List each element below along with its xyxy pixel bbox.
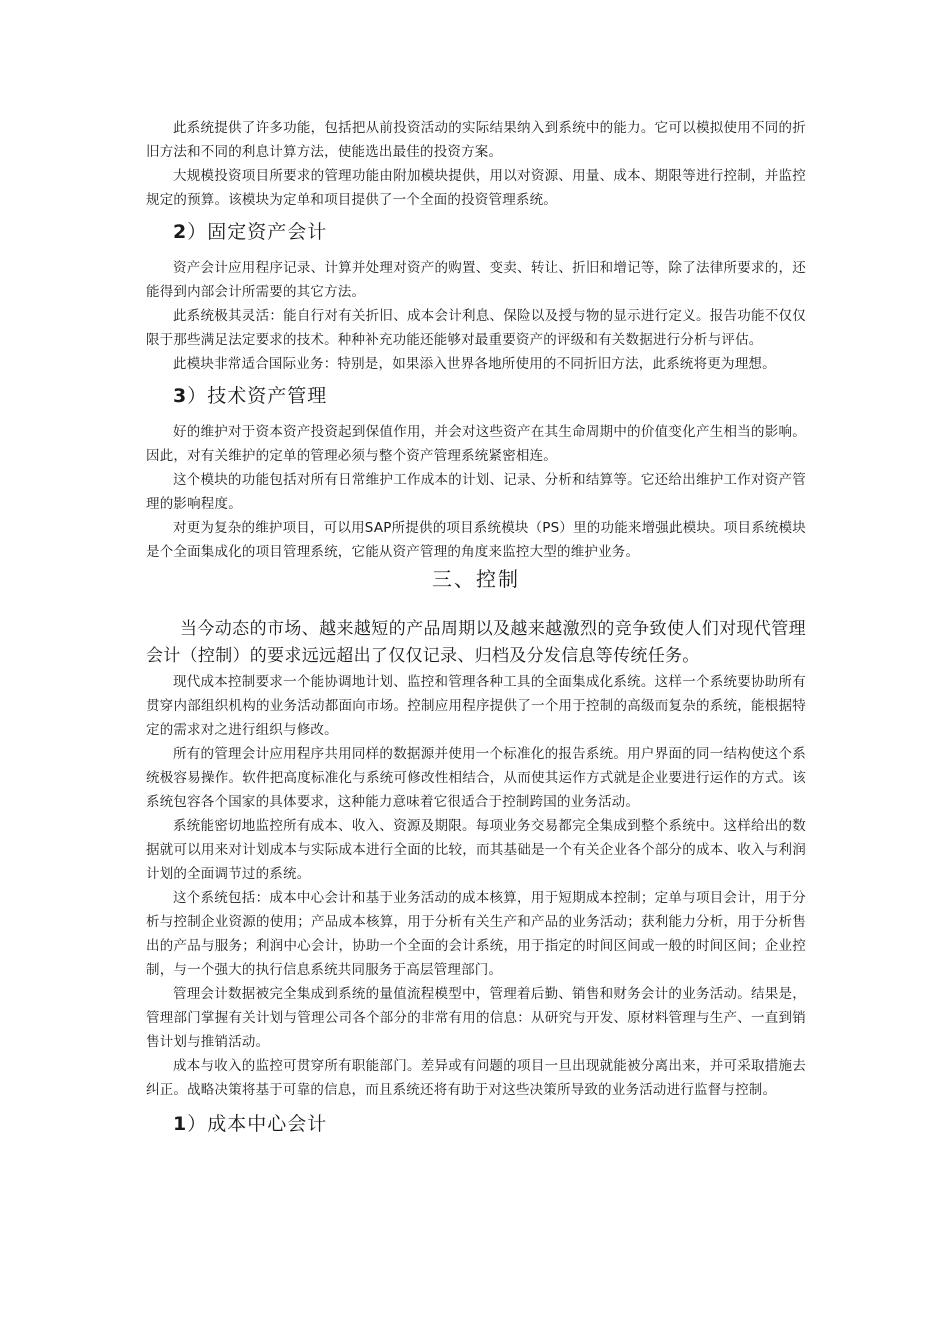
paragraph-control-3: 系统能密切地监控所有成本、收入、资源及期限。每项业务交易都完全集成到整个系统中。这样给出的数据就可以用来对计划成本与实际成本进行全面的比较，而其基础是一个有关企业各个部分的成本、收入与利润计划的全面调节过的系统。 [146, 818, 806, 882]
heading-fixed-assets [146, 218, 806, 246]
heading-cost-center [146, 1110, 806, 1138]
paragraph-control-2: 所有的管理会计应用程序共用同样的数据源并使用一个标准化的报告系统。用户界面的同一结构使这个系统极容易操作。软件把高度标准化与系统可修改性相结合，从而使其运作方式就是企业要进行运作的方式。该系统包容各个国家的具体要求，这种能力意味着它很适合于控制跨国的业务活动。 [146, 746, 806, 810]
paragraph-control-6: 成本与收入的监控可贯穿所有职能部门。差异或有问题的项目一旦出现就能被分离出来，并可采取措施去纠正。战略决策将基于可靠的信息，而且系统还将有助于对这些决策所导致的业务活动进行监督与控制。 [146, 1058, 806, 1098]
paragraph-control-intro: 当今动态的市场、越来越短的产品周期以及越来越激烈的竞争致使人们对现代管理会计（控制）的要求远远超出了仅仅记录、归档及分发信息等传统任务。 [146, 619, 806, 666]
paragraph-invest-1: 此系统提供了许多功能，包括把从前投资活动的实际结果纳入到系统中的能力。它可以模拟使用不同的折旧方法和不同的利息计算方法，使能选出最佳的投资方案。 [146, 120, 806, 160]
paragraph-control-5: 管理会计数据被完全集成到系统的量值流程模型中，管理着后勤、销售和财务会计的业务活动。结果是，管理部门掌握有关计划与管理公司各个部分的非常有用的信息：从研究与开发、原材料管理与生产、一直到销售计划与推销活动。 [146, 986, 806, 1050]
paragraph-invest-2: 大规模投资项目所要求的管理功能由附加模块提供，用以对资源、用量、成本、期限等进行控制，并监控规定的预算。该模块为定单和项目提供了一个全面的投资管理系统。 [146, 168, 806, 208]
heading-text: ）技术资产管理 [187, 385, 328, 407]
section-title-control: 三、控制 [432, 567, 520, 591]
paragraph-tech-assets-2: 这个模块的功能包括对所有日常维护工作成本的计划、记录、分析和结算等。它还给出维护工作对资产管理的影响程度。 [146, 472, 806, 512]
heading-number: 1 [173, 1113, 188, 1135]
paragraph-control-4: 这个系统包括：成本中心会计和基于业务活动的成本核算，用于短期成本控制；定单与项目会计，用于分析与控制企业资源的使用；产品成本核算，用于分析有关生产和产品的业务活动；获利能力分析，用于分析售出的产品与服务；利润中心会计，协助一个全面的会计系统，用于指定的时间区间或一般的时间区间；企业控制，与一个强大的执行信息系统共同服务于高层管理部门。 [146, 890, 806, 978]
paragraph-tech-assets-1: 好的维护对于资本资产投资起到保值作用，并会对这些资产在其生命周期中的价值变化产生相当的影响。因此，对有关维护的定单的管理必须与整个资产管理系统紧密相连。 [146, 424, 806, 464]
paragraph-control-1: 现代成本控制要求一个能协调地计划、监控和管理各种工具的全面集成化系统。这样一个系统要协助所有贯穿内部组织机构的业务活动都面向市场。控制应用程序提供了一个用于控制的高级而复杂的系统，能根据特定的需求对之进行组织与修改。 [146, 674, 806, 738]
paragraph-fixed-assets-3: 此模块非常适合国际业务：特别是，如果添入世界各地所使用的不同折旧方法，此系统将更为理想。 [173, 356, 776, 372]
paragraph-fixed-assets-1: 资产会计应用程序记录、计算并处理对资产的购置、变卖、转让、折旧和增记等，除了法律所要求的，还能得到内部会计所需要的其它方法。 [146, 260, 806, 300]
heading-number: 3 [173, 385, 188, 407]
document-page [146, 116, 806, 1138]
heading-tech-assets [146, 382, 806, 410]
heading-text: ）成本中心会计 [187, 1113, 328, 1135]
heading-text: ）固定资产会计 [187, 221, 328, 243]
heading-number: 2 [173, 221, 188, 243]
paragraph-tech-assets-3: 对更为复杂的维护项目，可以用SAP所提供的项目系统模块（PS）里的功能来增强此模块。项目系统模块是个全面集成化的项目管理系统，它能从资产管理的角度来监控大型的维护业务。 [146, 520, 807, 560]
paragraph-fixed-assets-2: 此系统极其灵活：能自行对有关折旧、成本会计利息、保险以及授与物的显示进行定义。报告功能不仅仅限于那些满足法定要求的技术。种种补充功能还能够对最重要资产的评级和有关数据进行分析与评估。 [146, 308, 806, 348]
